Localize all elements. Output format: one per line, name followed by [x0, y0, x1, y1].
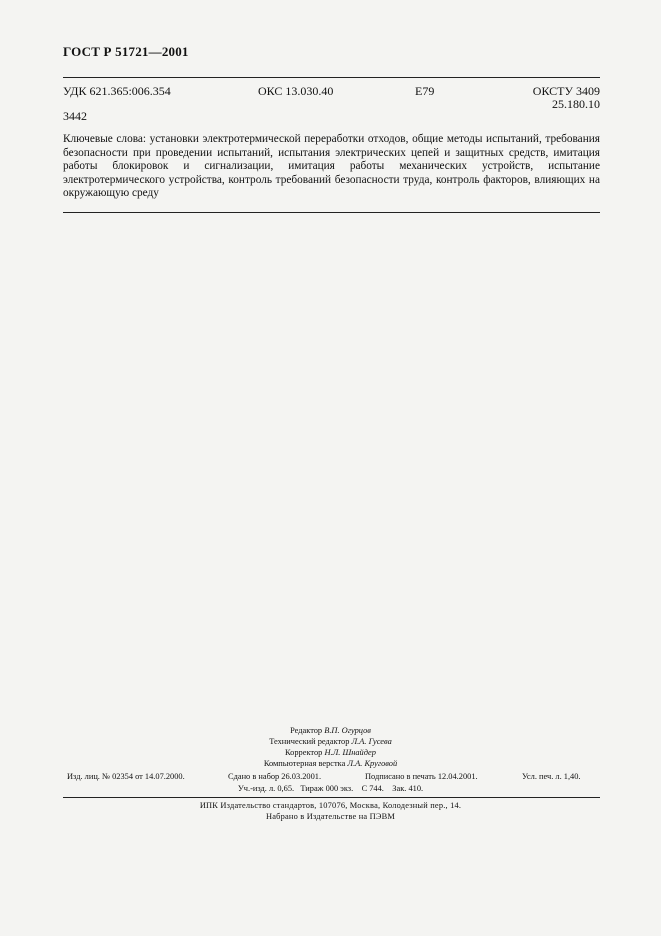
keywords-divider — [63, 212, 600, 213]
oks-code: ОКС 13.030.40 — [258, 84, 334, 98]
credits-block — [0, 725, 661, 769]
editor-row — [0, 725, 661, 736]
layout-name: Л.А. Круговой — [347, 759, 398, 768]
circulation: Тираж 000 экз. — [300, 784, 354, 793]
typeset-note: Набрано в Издательстве на ПЭВМ — [265, 812, 396, 821]
tech-editor-row — [0, 736, 661, 747]
editor-label: Редактор — [290, 726, 323, 735]
order-number: Зак. 410. — [392, 784, 424, 793]
print-code: С 744. — [361, 784, 384, 793]
udk-code: УДК 621.365:006.354 — [63, 84, 171, 98]
footer-block — [0, 800, 661, 822]
publisher-address: ИПК Издательство стандартов, 107076, Москва, Колодезный пер., 14. — [199, 801, 462, 810]
signed-date: Подписано в печать 12.04.2001. — [365, 772, 478, 781]
header-divider — [63, 77, 600, 78]
layout-row — [0, 758, 661, 769]
group-code: E79 — [415, 84, 435, 98]
print-sheets: Усл. печ. л. 1,40. — [522, 772, 581, 781]
tech-editor-label: Технический редактор — [269, 737, 350, 746]
corrector-name: Н.Л. Шнайдер — [324, 748, 376, 757]
extra-code: 3442 — [63, 109, 87, 123]
license-info: Изд. лиц. № 02354 от 14.07.2000. — [67, 772, 185, 781]
footer-divider — [63, 797, 600, 798]
sent-date: Сдано в набор 26.03.2001. — [228, 772, 322, 781]
okstu-code: ОКСТУ 3409 — [532, 84, 600, 98]
print-details-row — [0, 784, 661, 793]
document-header-title: ГОСТ Р 51721—2001 — [63, 44, 189, 59]
corrector-row — [0, 747, 661, 758]
edu-sheets: Уч.-изд. л. 0,65. — [237, 784, 295, 793]
corrector-label: Корректор — [285, 748, 323, 757]
tech-editor-name: Л.А. Гусева — [351, 737, 392, 746]
layout-label: Компьютерная верстка — [263, 759, 346, 768]
editor-name: В.П. Огурцов — [324, 726, 371, 735]
okstu-code-secondary: 25.180.10 — [552, 97, 600, 111]
keywords-paragraph: Ключевые слова: установки электротермической переработки отходов, общие методы испытаний, требования безопасности при проведении испытаний, испытания электрических цепей и защитных средств, имитация работы блокировок и сигнализации, имитация работы механических устройств, испытание электротермического устройства, контроль требований безопасности труда, контроль факторов, влияющих на окружающую среду — [63, 133, 600, 200]
